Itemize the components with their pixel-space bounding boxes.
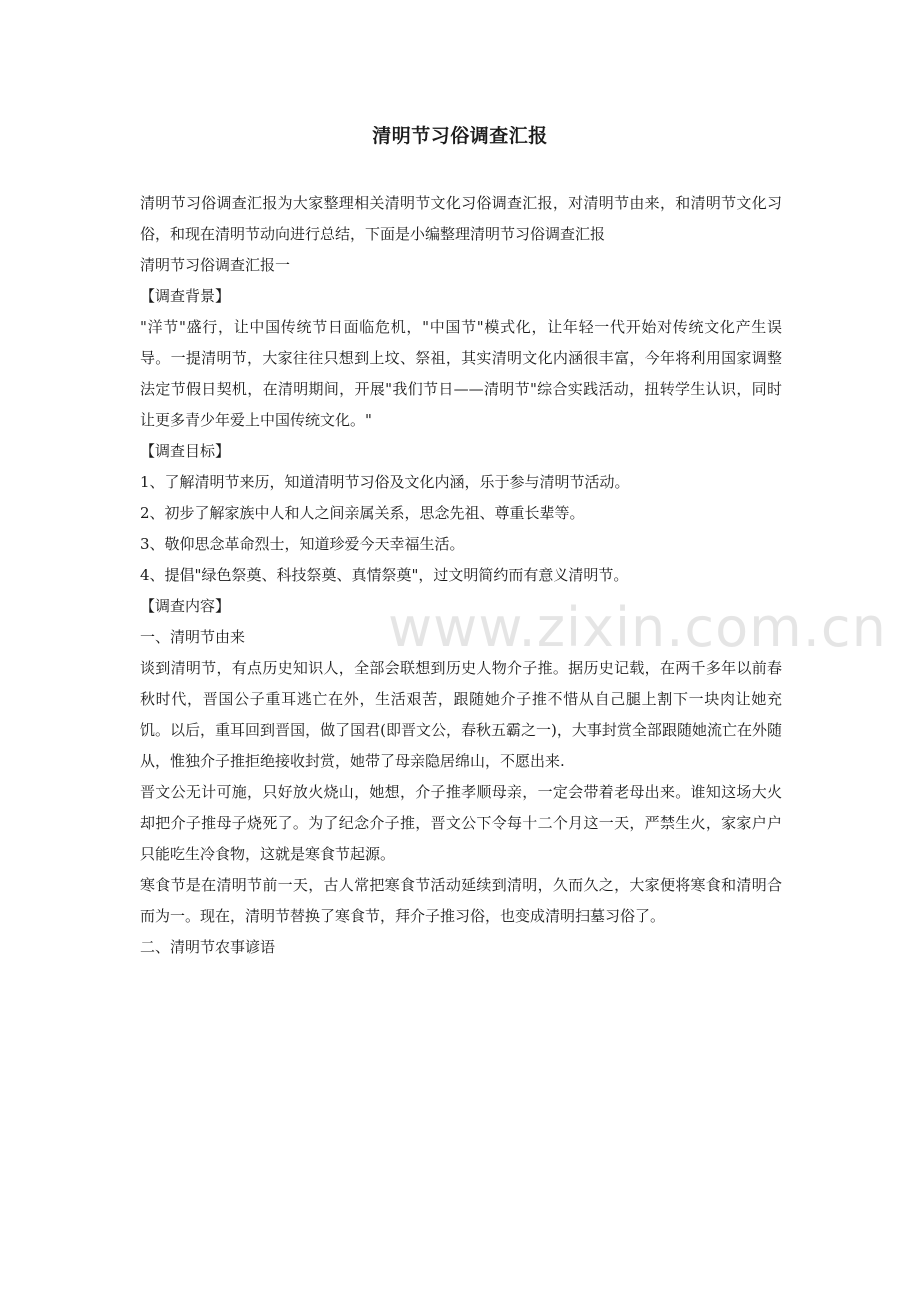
goal-item-2: 2、初步了解家族中人和人之间亲属关系，思念先祖、尊重长辈等。 <box>140 504 585 522</box>
section-heading-goals: 【调查目标】 <box>140 442 231 460</box>
document-body <box>140 188 782 963</box>
document-title: 清明节习俗调查汇报 <box>372 125 548 147</box>
subsection-heading-origin: 一、清明节由来 <box>140 628 246 646</box>
watermark: www.zixin.com.cn <box>388 596 887 659</box>
section-heading-background: 【调查背景】 <box>140 287 231 305</box>
report-subtitle: 清明节习俗调查汇报一 <box>140 256 291 274</box>
origin-paragraph-2: 晋文公无计可施，只好放火烧山，她想，介子推孝顺母亲，一定会带着老母出来。谁知这场大火却把介子推母子烧死了。为了纪念介子推，晋文公下令每十二个月这一天，严禁生火，家家户户只能吃生冷食物，这就是寒食节起源。 <box>140 783 782 863</box>
background-paragraph: "洋节"盛行，让中国传统节日面临危机，"中国节"模式化，让年轻一代开始对传统文化产生误导。一提清明节，大家往往只想到上坟、祭祖，其实清明文化内涵很丰富，今年将利用国家调整法定节假日契机，在清明期间，开展"我们节日——清明节"综合实践活动，扭转学生认识，同时让更多青少年爱上中国传统文化。" <box>140 318 782 429</box>
goal-item-4: 4、提倡"绿色祭奠、科技祭奠、真情祭奠"，过文明简约而有意义清明节。 <box>140 566 629 584</box>
goal-item-1: 1、了解清明节来历，知道清明节习俗及文化内涵，乐于参与清明节活动。 <box>140 473 630 491</box>
intro-paragraph: 清明节习俗调查汇报为大家整理相关清明节文化习俗调查汇报，对清明节由来，和清明节文化习俗，和现在清明节动向进行总结，下面是小编整理清明节习俗调查汇报 <box>140 194 782 243</box>
origin-paragraph-1: 谈到清明节，有点历史知识人，全部会联想到历史人物介子推。据历史记载，在两千多年以前春秋时代，晋国公子重耳逃亡在外，生活艰苦，跟随她介子推不惜从自己腿上割下一块肉让她充饥。以后，重耳回到晋国，做了国君(即晋文公，春秋五霸之一)，大事封赏全部跟随她流亡在外随从，惟独介子推拒绝接收封赏，她带了母亲隐居绵山，不愿出来. <box>140 659 782 770</box>
origin-paragraph-3: 寒食节是在清明节前一天，古人常把寒食节活动延续到清明，久而久之，大家便将寒食和清明合而为一。现在，清明节替换了寒食节，拜介子推习俗，也变成清明扫墓习俗了。 <box>140 876 782 925</box>
section-heading-content: 【调查内容】 <box>140 597 231 615</box>
subsection-heading-proverbs: 二、清明节农事谚语 <box>140 938 276 956</box>
goal-item-3: 3、敬仰思念革命烈士，知道珍爱今天幸福生活。 <box>140 535 465 553</box>
